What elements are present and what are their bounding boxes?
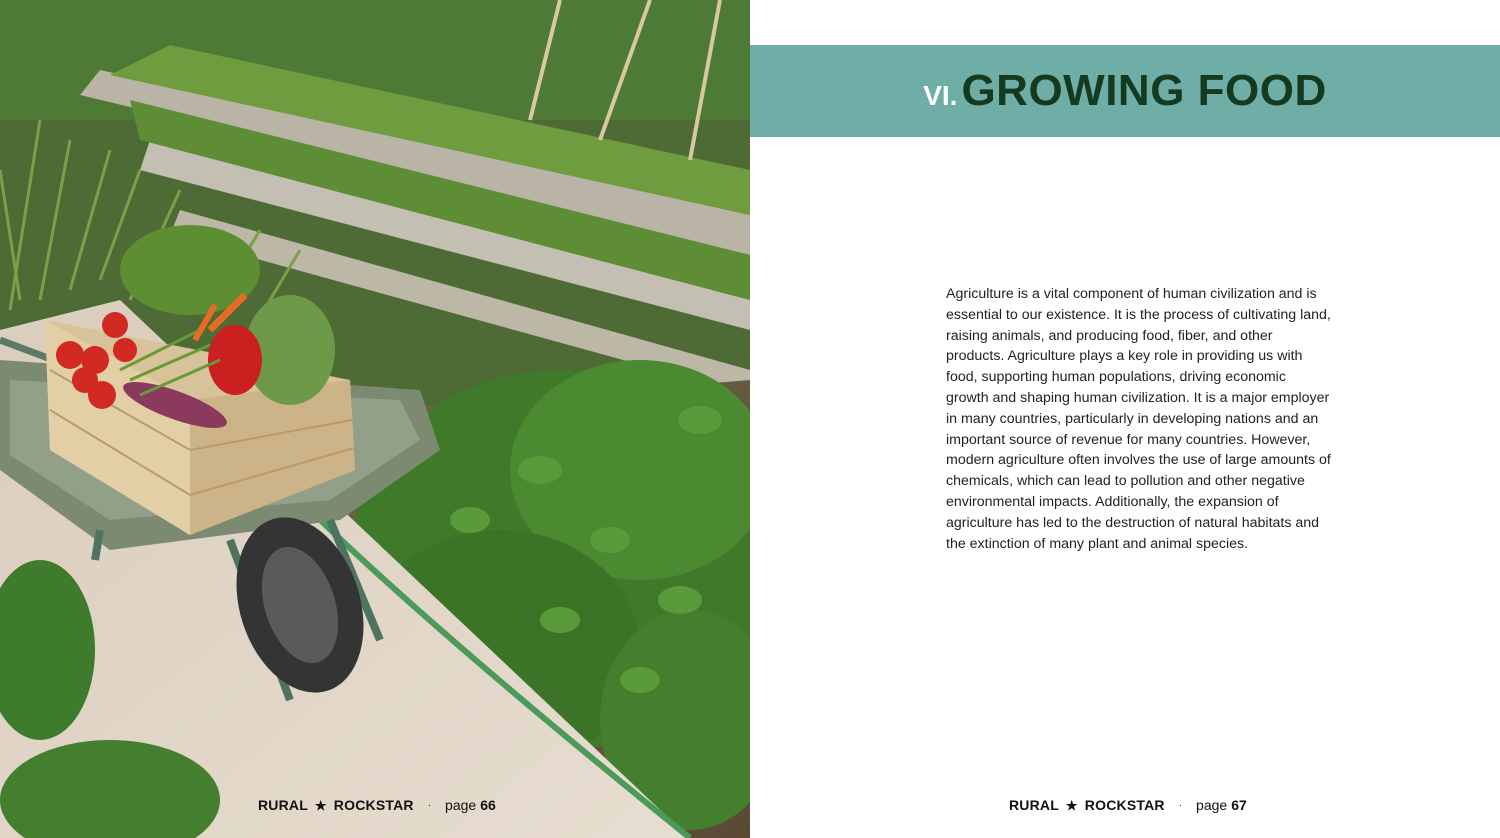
footer-right bbox=[1009, 795, 1247, 815]
footer-left bbox=[258, 795, 496, 815]
page-label: page bbox=[1196, 797, 1228, 813]
chapter-title: GROWING FOOD bbox=[961, 66, 1327, 115]
brand-word-rockstar: ROCKSTAR bbox=[333, 796, 414, 813]
chapter-number: VI. bbox=[923, 80, 958, 111]
chapter-banner bbox=[750, 45, 1500, 137]
body-paragraph: Agriculture is a vital component of human civilization and is essential to our existence. It is the process of cultivating land, raising animals, and producing food, fiber, and other products. Agriculture plays a key role in providing us with food, supporting human populations, driving economic growth and shaping human civilization. It is a major employer in many countries, particularly in developing nations and an important source of revenue for many countries. However, modern agriculture often involves the use of large amounts of chemicals, which can lead to pollution and other negative environmental impacts. Additionally, the expansion of agriculture has led to the destruction of natural habitats and the extinction of many plant and animal species. bbox=[946, 286, 1331, 552]
footer-separator: · bbox=[427, 799, 432, 811]
star-icon: ★ bbox=[1065, 797, 1078, 813]
brand-word-rockstar: ROCKSTAR bbox=[1084, 796, 1165, 813]
brand-word-rural: RURAL bbox=[1009, 796, 1059, 813]
brand-name bbox=[258, 797, 414, 814]
star-icon: ★ bbox=[314, 797, 327, 813]
brand-word-rural: RURAL bbox=[258, 796, 308, 813]
footer-separator: · bbox=[1178, 799, 1183, 811]
page-number: 66 bbox=[480, 797, 496, 813]
page-number: 67 bbox=[1231, 797, 1247, 813]
page-label: page bbox=[445, 797, 477, 813]
brand-name bbox=[1009, 797, 1165, 814]
